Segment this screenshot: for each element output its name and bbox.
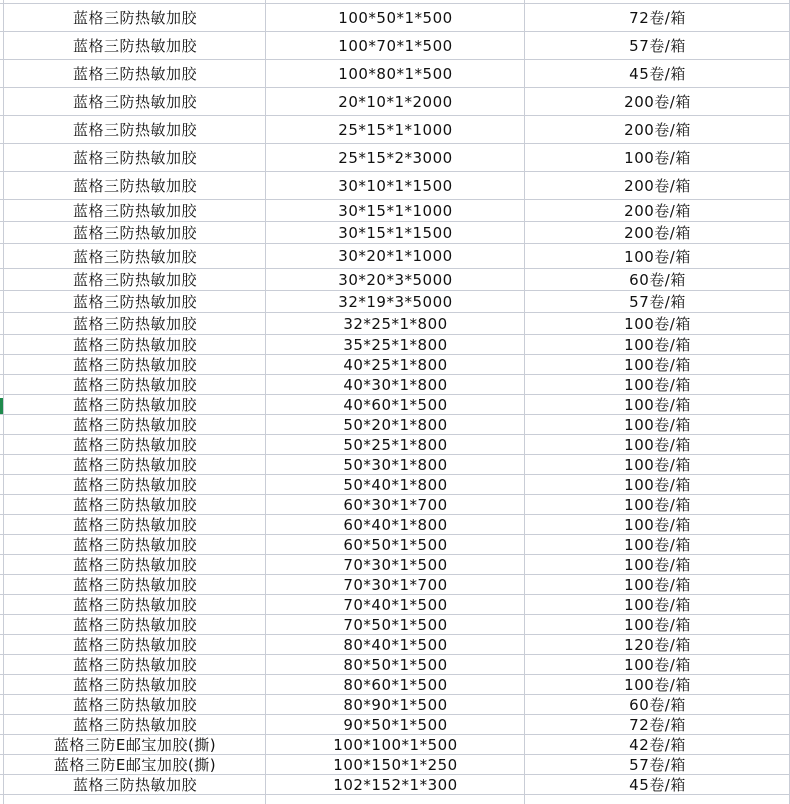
cell-spec[interactable]: 100*70*1*500 — [338, 36, 453, 55]
cell-spec[interactable]: 70*30*1*500 — [343, 555, 448, 574]
cell-pack[interactable]: 100卷/箱 — [624, 376, 691, 394]
cell-spec[interactable]: 32*25*1*800 — [343, 314, 448, 333]
cell-product-name[interactable]: 蓝格三防热敏加胶 — [72, 596, 197, 614]
cell-pack[interactable]: 60卷/箱 — [629, 696, 686, 714]
cell-spec[interactable]: 102*152*1*300 — [333, 775, 458, 794]
cell-pack[interactable]: 100卷/箱 — [624, 396, 691, 414]
cell-spec[interactable]: 32*19*3*5000 — [338, 292, 453, 311]
cell-product-name[interactable]: 蓝格三防热敏加胶 — [72, 149, 197, 167]
cell-spec[interactable]: 50*25*1*800 — [343, 435, 448, 454]
cell-product-name[interactable]: 蓝格三防E邮宝加胶(撕) — [53, 756, 217, 774]
cell-pack[interactable]: 100卷/箱 — [624, 576, 691, 594]
cell-product-name[interactable]: 蓝格三防热敏加胶 — [72, 636, 197, 654]
cell-pack[interactable]: 100卷/箱 — [624, 149, 691, 167]
cell-product-name[interactable]: 蓝格三防热敏加胶 — [72, 121, 197, 139]
cell-pack[interactable]: 100卷/箱 — [624, 536, 691, 554]
cell-product-name[interactable]: 蓝格三防热敏加胶 — [72, 271, 197, 289]
cell-pack[interactable]: 200卷/箱 — [624, 177, 691, 195]
cell-pack[interactable]: 57卷/箱 — [629, 756, 686, 774]
cell-product-name[interactable]: 蓝格三防热敏加胶 — [72, 616, 197, 634]
cell-spec[interactable]: 35*25*1*800 — [343, 335, 448, 354]
cell-pack[interactable]: 200卷/箱 — [624, 202, 691, 220]
cell-spec[interactable]: 100*80*1*500 — [338, 64, 453, 83]
cell-product-name[interactable]: 蓝格三防热敏加胶 — [72, 65, 197, 83]
cell-spec[interactable]: 80*60*1*500 — [343, 675, 448, 694]
cell-product-name[interactable]: 蓝格三防热敏加胶 — [72, 456, 197, 474]
cell-pack[interactable]: 200卷/箱 — [624, 224, 691, 242]
cell-spec[interactable]: 60*30*1*700 — [343, 495, 448, 514]
cell-pack[interactable]: 100卷/箱 — [624, 315, 691, 333]
cell-product-name[interactable]: 蓝格三防E邮宝加胶(撕) — [53, 736, 217, 754]
cell-product-name[interactable]: 蓝格三防热敏加胶 — [72, 376, 197, 394]
cell-pack[interactable]: 100卷/箱 — [624, 247, 691, 266]
cell-pack[interactable]: 45卷/箱 — [629, 65, 686, 83]
cell-pack[interactable]: 100卷/箱 — [624, 596, 691, 614]
cell-spec[interactable]: 60*50*1*500 — [343, 535, 448, 554]
cell-product-name[interactable]: 蓝格三防热敏加胶 — [72, 224, 197, 242]
cell-product-name[interactable]: 蓝格三防热敏加胶 — [72, 396, 197, 414]
cell-pack[interactable]: 100卷/箱 — [624, 356, 691, 374]
cell-product-name[interactable]: 蓝格三防热敏加胶 — [72, 247, 197, 266]
cell-pack[interactable]: 100卷/箱 — [624, 416, 691, 434]
cell-spec[interactable]: 80*40*1*500 — [343, 635, 448, 654]
cell-spec[interactable]: 60*40*1*800 — [343, 515, 448, 534]
cell-product-name[interactable]: 蓝格三防热敏加胶 — [72, 177, 197, 195]
cell-pack[interactable]: 100卷/箱 — [624, 496, 691, 514]
cell-spec[interactable]: 30*20*1*1000 — [338, 247, 453, 265]
cell-spec[interactable]: 40*60*1*500 — [343, 395, 448, 414]
cell-pack[interactable]: 57卷/箱 — [629, 37, 686, 55]
cell-spec[interactable]: 70*50*1*500 — [343, 615, 448, 634]
cell-product-name[interactable]: 蓝格三防热敏加胶 — [72, 37, 197, 55]
cell-product-name[interactable]: 蓝格三防热敏加胶 — [72, 416, 197, 434]
cell-product-name[interactable]: 蓝格三防热敏加胶 — [72, 516, 197, 534]
cell-pack[interactable]: 120卷/箱 — [624, 636, 691, 654]
cell-product-name[interactable]: 蓝格三防热敏加胶 — [72, 676, 197, 694]
cell-pack[interactable]: 100卷/箱 — [624, 476, 691, 494]
cell-spec[interactable]: 40*30*1*800 — [343, 375, 448, 394]
cell-product-name[interactable]: 蓝格三防热敏加胶 — [72, 202, 197, 220]
cell-product-name[interactable]: 蓝格三防热敏加胶 — [72, 315, 197, 333]
cell-spec[interactable]: 80*90*1*500 — [343, 695, 448, 714]
cell-spec[interactable]: 90*50*1*500 — [343, 715, 448, 734]
cell-pack[interactable]: 100卷/箱 — [624, 656, 691, 674]
cell-pack[interactable]: 42卷/箱 — [629, 736, 686, 754]
cell-pack[interactable]: 57卷/箱 — [629, 293, 686, 311]
cell-product-name[interactable]: 蓝格三防热敏加胶 — [72, 336, 197, 354]
cell-product-name[interactable]: 蓝格三防热敏加胶 — [72, 476, 197, 494]
cell-product-name[interactable]: 蓝格三防热敏加胶 — [72, 776, 197, 794]
cell-spec[interactable]: 50*20*1*800 — [343, 415, 448, 434]
cell-pack[interactable]: 100卷/箱 — [624, 336, 691, 354]
cell-spec[interactable]: 100*150*1*250 — [333, 755, 458, 774]
cell-spec[interactable]: 20*10*1*2000 — [338, 92, 453, 111]
cell-pack[interactable]: 100卷/箱 — [624, 516, 691, 534]
cell-product-name[interactable]: 蓝格三防热敏加胶 — [72, 436, 197, 454]
cell-product-name[interactable]: 蓝格三防热敏加胶 — [72, 9, 197, 27]
cell-pack[interactable]: 72卷/箱 — [629, 716, 686, 734]
cell-pack[interactable]: 100卷/箱 — [624, 456, 691, 474]
cell-spec[interactable]: 30*15*1*1500 — [338, 223, 453, 242]
cell-product-name[interactable]: 蓝格三防热敏加胶 — [72, 93, 197, 111]
cell-product-name[interactable]: 蓝格三防热敏加胶 — [72, 656, 197, 674]
cell-spec[interactable]: 100*50*1*500 — [338, 8, 453, 27]
cell-product-name[interactable]: 蓝格三防热敏加胶 — [72, 356, 197, 374]
cell-spec[interactable]: 80*50*1*500 — [343, 655, 448, 674]
cell-pack[interactable]: 60卷/箱 — [629, 271, 686, 289]
cell-spec[interactable]: 50*40*1*800 — [343, 475, 448, 494]
cell-pack[interactable]: 45卷/箱 — [629, 776, 686, 794]
cell-pack[interactable]: 100卷/箱 — [624, 556, 691, 574]
cell-pack[interactable]: 100卷/箱 — [624, 676, 691, 694]
cell-spec[interactable]: 40*25*1*800 — [343, 355, 448, 374]
cell-product-name[interactable]: 蓝格三防热敏加胶 — [72, 536, 197, 554]
cell-spec[interactable]: 30*10*1*1500 — [338, 176, 453, 195]
cell-spec[interactable]: 50*30*1*800 — [343, 455, 448, 474]
cell-product-name[interactable]: 蓝格三防热敏加胶 — [72, 556, 197, 574]
cell-product-name[interactable]: 蓝格三防热敏加胶 — [72, 576, 197, 594]
cell-product-name[interactable]: 蓝格三防热敏加胶 — [72, 716, 197, 734]
cell-pack[interactable]: 200卷/箱 — [624, 93, 691, 111]
cell-spec[interactable]: 70*30*1*700 — [343, 575, 448, 594]
cell-spec[interactable]: 25*15*1*1000 — [338, 120, 453, 139]
cell-pack[interactable]: 100卷/箱 — [624, 616, 691, 634]
cell-pack[interactable]: 100卷/箱 — [624, 436, 691, 454]
cell-spec[interactable]: 70*40*1*500 — [343, 595, 448, 614]
cell-spec[interactable]: 100*100*1*500 — [333, 735, 458, 754]
cell-spec[interactable]: 30*15*1*1000 — [338, 201, 453, 220]
row-selection-marker — [0, 398, 3, 414]
cell-product-name[interactable]: 蓝格三防热敏加胶 — [72, 696, 197, 714]
cell-spec[interactable]: 25*15*2*3000 — [338, 148, 453, 167]
cell-spec[interactable]: 30*20*3*5000 — [338, 270, 453, 289]
cell-pack[interactable]: 200卷/箱 — [624, 121, 691, 139]
cell-product-name[interactable]: 蓝格三防热敏加胶 — [72, 496, 197, 514]
cell-pack[interactable]: 72卷/箱 — [629, 9, 686, 27]
cell-product-name[interactable]: 蓝格三防热敏加胶 — [72, 293, 197, 311]
